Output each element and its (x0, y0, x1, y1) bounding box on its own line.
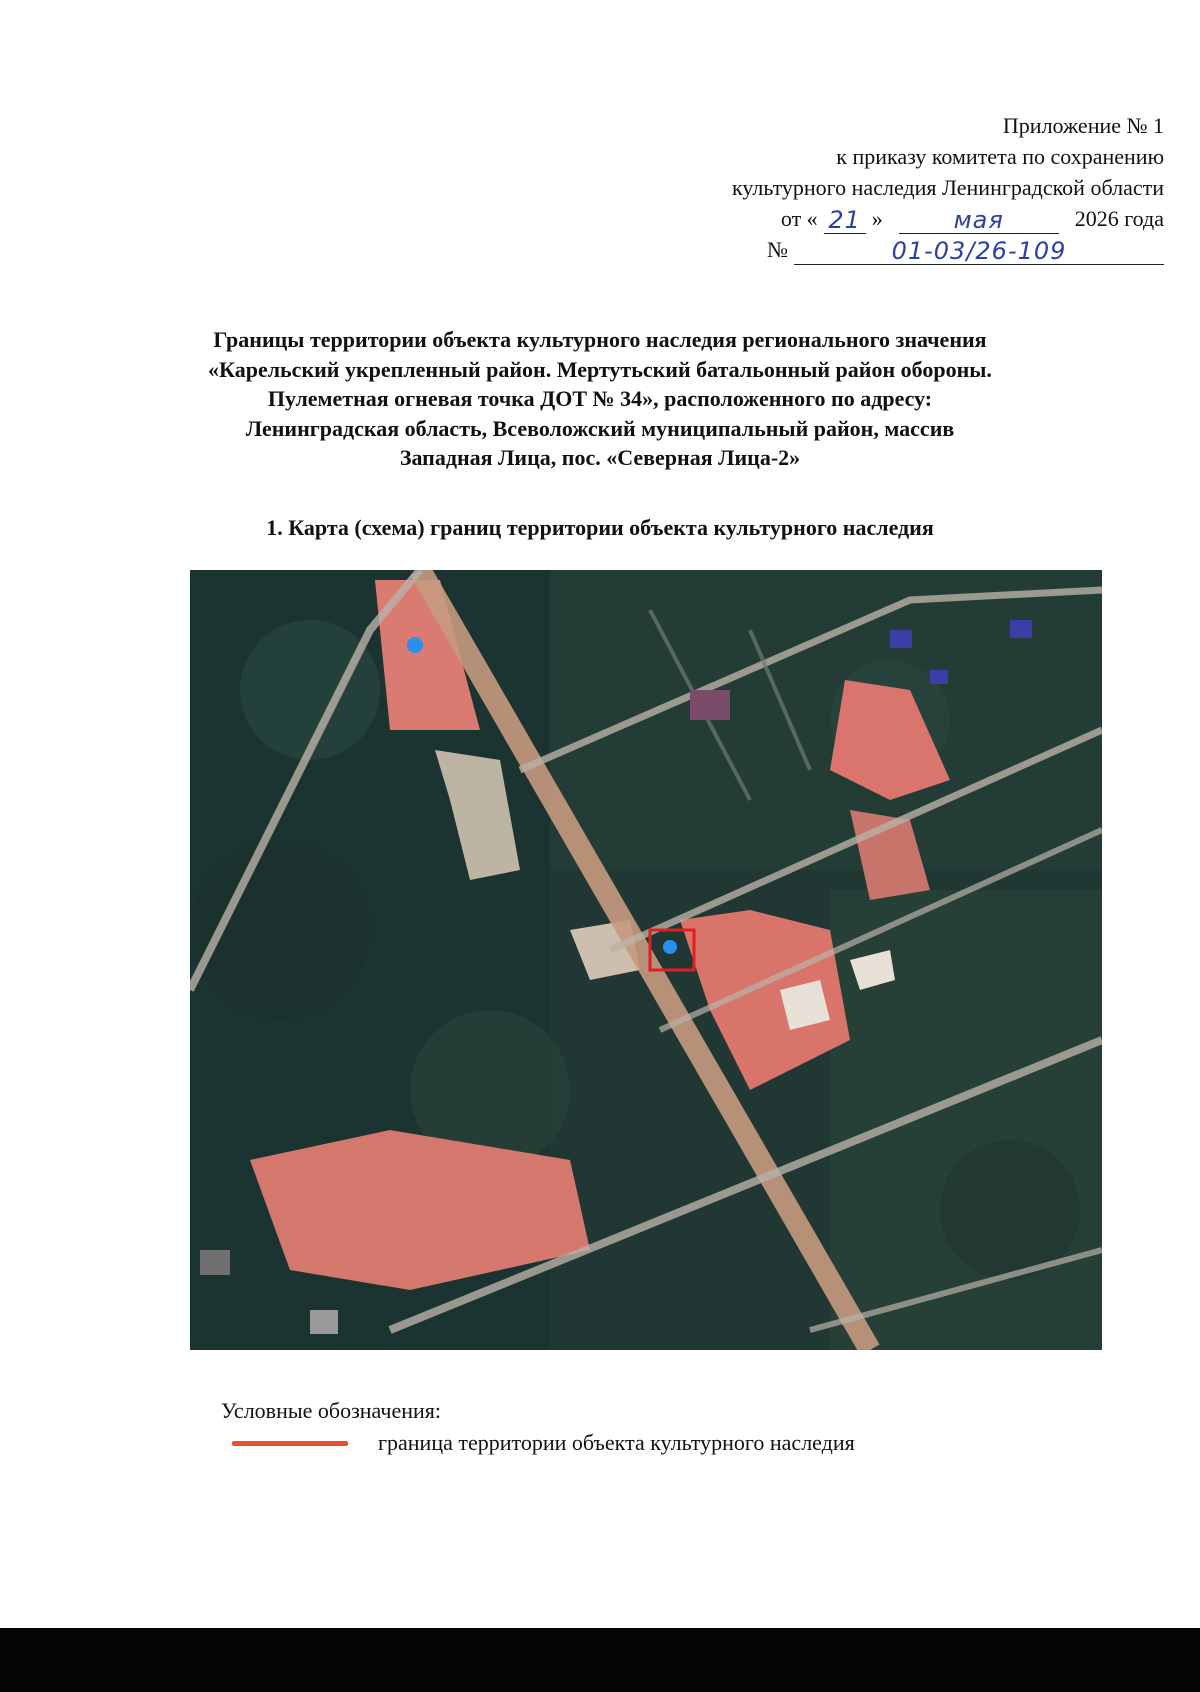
map-marker-object (663, 940, 677, 954)
appendix-line-3: культурного наследия Ленинградской области (732, 175, 1164, 200)
legend-title: Условные обозначения: (221, 1398, 442, 1423)
date-prefix: от « (780, 206, 818, 231)
date-quote-close: » (871, 206, 883, 231)
title-line-3: Пулеметная огневая точка ДОТ № 34», расположенного по адресу: (267, 386, 933, 411)
appendix-header (544, 110, 1164, 265)
appendix-line-1: Приложение № 1 (1002, 113, 1164, 138)
title-line-4: Ленинградская область, Всеволожский муниципальный район, массив (245, 415, 955, 441)
legend-item (232, 1430, 855, 1456)
appendix-date-row (544, 203, 1164, 234)
legend-item-label: граница территории объекта культурного наследия (378, 1430, 855, 1455)
title-line-2: «Карельский укрепленный район. Мертутьский батальонный район обороны. (208, 356, 992, 382)
number-prefix: № (767, 237, 788, 262)
date-month-handwritten: мая (899, 207, 1059, 234)
number-handwritten: 01-03/26-109 (794, 238, 1164, 265)
appendix-line-2: к приказу комитета по сохранению (836, 144, 1164, 169)
date-year: 2026 года (1074, 206, 1164, 231)
document-title (120, 325, 1080, 473)
satellite-map (190, 570, 1102, 1350)
satellite-map-image (190, 570, 1102, 1350)
title-line-1: Границы территории объекта культурного наследия регионального значения (213, 327, 987, 352)
title-line-5: Западная Лица, пос. «Северная Лица-2» (399, 445, 801, 470)
scan-bottom-edge (0, 1628, 1200, 1692)
appendix-number-row (544, 234, 1164, 265)
date-day-handwritten: 21 (824, 207, 866, 234)
map-marker-north (407, 637, 423, 653)
legend-boundary-line-icon (232, 1441, 348, 1446)
section-title: 1. Карта (схема) границ территории объекта культурного наследия (266, 515, 934, 540)
